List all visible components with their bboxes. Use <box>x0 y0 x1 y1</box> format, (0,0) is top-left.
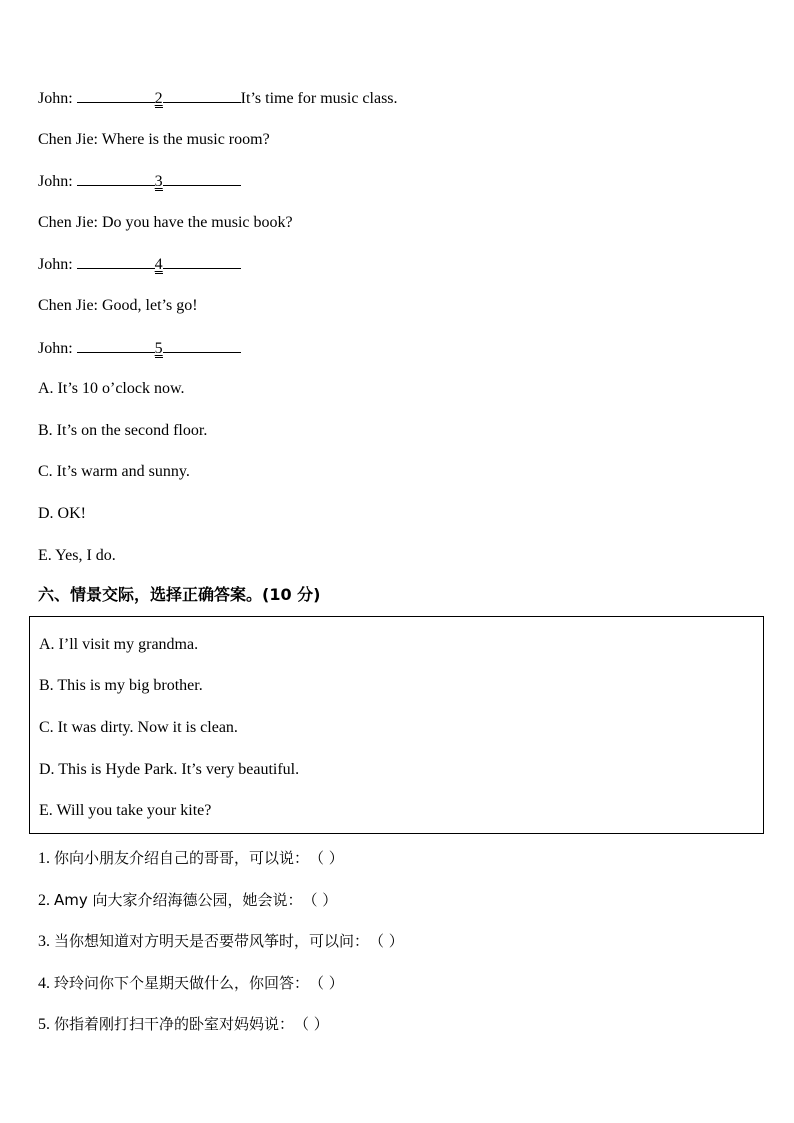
speaker: John: <box>38 173 73 190</box>
answer-paren: （ ） <box>309 974 344 992</box>
option-c: C. It was dirty. Now it is clean. <box>39 719 238 736</box>
speaker: Chen Jie: <box>38 131 98 148</box>
dialogue-text: Where is the music room? <box>101 131 270 148</box>
question-2: 2. Amy 向大家介绍海德公园，她会说：（ ） <box>38 891 338 909</box>
dialogue-line-4 <box>38 213 293 233</box>
dialogue-option-c: C. It’s warm and sunny. <box>38 463 190 480</box>
section-title: 六、情景交际，选择正确答案。(10 分) <box>38 585 321 604</box>
dialogue-line-6 <box>38 296 198 316</box>
dialogue-line-7 <box>38 338 241 359</box>
speaker: John: <box>38 90 73 107</box>
dialogue-option-a: A. It’s 10 o’clock now. <box>38 380 185 397</box>
dialogue-line-3 <box>38 171 241 192</box>
answer-paren: （ ） <box>294 1015 329 1033</box>
dialogue-option-d: D. OK! <box>38 505 86 522</box>
speaker: John: <box>38 256 73 273</box>
answer-blank-4: 4 <box>77 254 241 275</box>
dialogue-line-1 <box>38 88 398 109</box>
dialogue-option-e: E. Yes, I do. <box>38 547 116 564</box>
dialogue-text: Good, let’s go! <box>102 297 198 314</box>
dialogue-text: It’s time for music class. <box>240 90 398 107</box>
answer-paren: （ ） <box>302 891 338 909</box>
speaker: Chen Jie: <box>38 297 98 314</box>
answer-blank-5: 5 <box>77 338 241 359</box>
question-4: 4. 玲玲问你下个星期天做什么，你回答：（ ） <box>38 974 344 992</box>
speaker: Chen Jie: <box>38 214 98 231</box>
question-1: 1. 你向小朋友介绍自己的哥哥，可以说：（ ） <box>38 849 344 867</box>
option-e: E. Will you take your kite? <box>39 802 212 819</box>
option-d: D. This is Hyde Park. It’s very beautiful. <box>39 761 300 778</box>
answer-blank-2: 2 <box>77 88 241 109</box>
dialogue-text: Do you have the music book? <box>102 214 293 231</box>
speaker: John: <box>38 340 73 357</box>
question-5: 5. 你指着刚打扫干净的卧室对妈妈说：（ ） <box>38 1015 329 1033</box>
option-b: B. This is my big brother. <box>39 677 203 694</box>
question-3: 3. 当你想知道对方明天是否要带风筝时，可以问：（ ） <box>38 932 404 950</box>
answer-blank-3: 3 <box>77 171 241 192</box>
option-a: A. I’ll visit my grandma. <box>39 636 199 653</box>
dialogue-line-2 <box>38 130 270 150</box>
answer-paren: （ ） <box>309 849 344 867</box>
dialogue-option-b: B. It’s on the second floor. <box>38 422 208 439</box>
answer-paren: （ ） <box>369 932 404 950</box>
dialogue-line-5 <box>38 254 241 275</box>
options-box <box>29 616 764 834</box>
